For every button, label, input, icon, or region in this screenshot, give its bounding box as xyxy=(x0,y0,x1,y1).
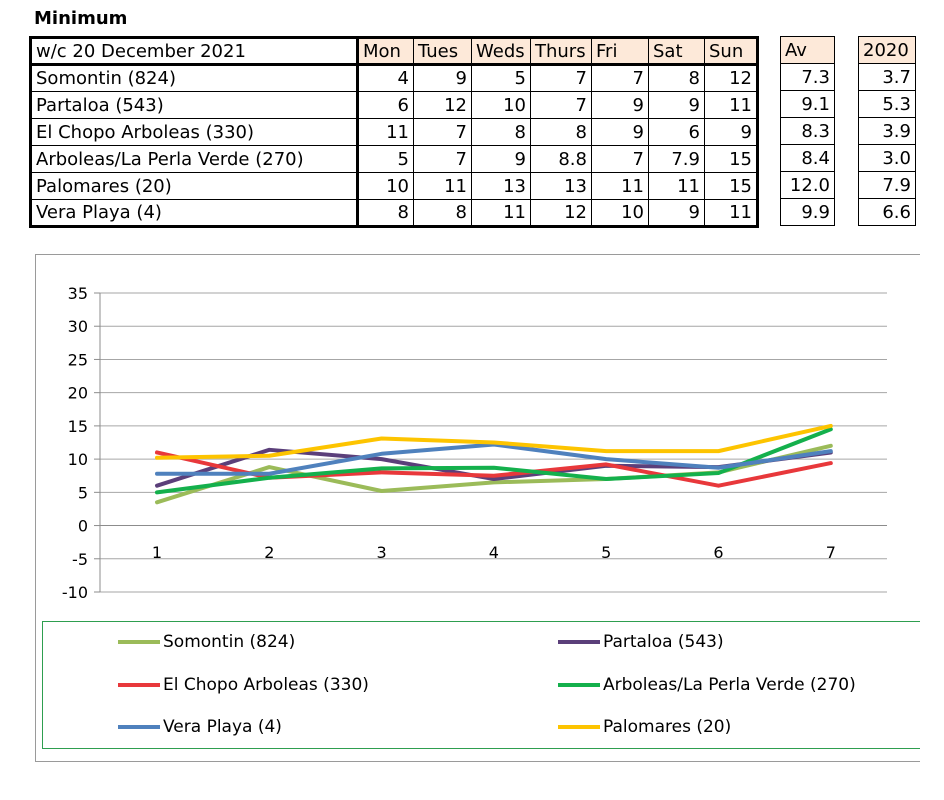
chart-legend xyxy=(42,621,920,749)
x-tick-label: 1 xyxy=(151,543,163,562)
cell-value: 7 xyxy=(414,119,472,146)
average-value: 7.3 xyxy=(781,64,835,91)
legend-item xyxy=(118,717,282,737)
average-value: 9.1 xyxy=(781,91,835,118)
cell-value: 13 xyxy=(531,173,592,200)
average-header: Av xyxy=(781,37,835,64)
legend-swatch xyxy=(558,640,600,644)
cell-value: 10 xyxy=(592,200,649,227)
x-tick-label: 2 xyxy=(264,543,275,562)
day-header-sat: Sat xyxy=(649,38,705,65)
row-name: Arboleas/La Perla Verde (270) xyxy=(31,146,358,173)
cell-value: 11 xyxy=(705,200,758,227)
y-tick-label: -5 xyxy=(72,549,88,569)
y-tick-label: 25 xyxy=(67,350,88,370)
cell-value: 7 xyxy=(592,146,649,173)
legend-label: Arboleas/La Perla Verde (270) xyxy=(603,675,856,695)
year-2020-value: 6.6 xyxy=(859,199,916,226)
year-2020-value: 7.9 xyxy=(859,172,916,199)
year-2020-value: 3.9 xyxy=(859,118,916,145)
cell-value: 7 xyxy=(531,92,592,119)
legend-item xyxy=(558,675,856,695)
cell-value: 10 xyxy=(472,92,531,119)
legend-label: Partaloa (543) xyxy=(603,632,724,652)
cell-value: 9 xyxy=(705,119,758,146)
day-header-tues: Tues xyxy=(414,38,472,65)
row-name: Palomares (20) xyxy=(31,173,358,200)
y-tick-label: 5 xyxy=(77,483,88,503)
y-tick-label: -10 xyxy=(61,583,88,602)
y-tick-label: 35 xyxy=(67,284,88,303)
day-header-mon: Mon xyxy=(358,38,414,65)
legend-swatch xyxy=(558,725,600,729)
cell-value: 11 xyxy=(592,173,649,200)
year-2020-value: 3.7 xyxy=(859,64,916,91)
cell-value: 8 xyxy=(358,200,414,227)
year-2020-value: 3.0 xyxy=(859,145,916,172)
cell-value: 11 xyxy=(649,173,705,200)
cell-value: 8 xyxy=(531,119,592,146)
legend-item xyxy=(558,632,724,652)
average-value: 9.9 xyxy=(781,199,835,226)
x-tick-label: 7 xyxy=(825,543,836,562)
cell-value: 15 xyxy=(705,173,758,200)
legend-label: Palomares (20) xyxy=(603,717,732,737)
row-name: Vera Playa (4) xyxy=(31,200,358,227)
average-value: 12.0 xyxy=(781,172,835,199)
legend-label: Somontin (824) xyxy=(163,632,296,652)
cell-value: 6 xyxy=(358,92,414,119)
cell-value: 9 xyxy=(592,119,649,146)
legend-swatch xyxy=(558,683,600,687)
cell-value: 6 xyxy=(649,119,705,146)
legend-label: Vera Playa (4) xyxy=(163,717,282,737)
y-tick-label: 20 xyxy=(67,383,88,403)
y-tick-label: 10 xyxy=(67,450,88,470)
cell-value: 8.8 xyxy=(531,146,592,173)
average-value: 8.4 xyxy=(781,145,835,172)
legend-item xyxy=(558,717,731,737)
legend-item xyxy=(118,632,295,652)
legend-label: El Chopo Arboleas (330) xyxy=(163,675,369,695)
day-header-sun: Sun xyxy=(705,38,758,65)
x-tick-label: 4 xyxy=(488,543,499,562)
cell-value: 13 xyxy=(472,173,531,200)
legend-swatch xyxy=(118,725,160,729)
cell-value: 11 xyxy=(358,119,414,146)
cell-value: 9 xyxy=(592,92,649,119)
table-corner-label: w/c 20 December 2021 xyxy=(31,38,358,65)
row-name: Partaloa (543) xyxy=(31,92,358,119)
legend-item xyxy=(118,675,369,695)
day-header-thurs: Thurs xyxy=(531,38,592,65)
page-title: Minimum xyxy=(34,8,128,29)
cell-value: 7 xyxy=(592,65,649,92)
day-header-weds: Weds xyxy=(472,38,531,65)
cell-value: 12 xyxy=(414,92,472,119)
y-tick-label: 15 xyxy=(67,416,88,436)
cell-value: 7 xyxy=(414,146,472,173)
cell-value: 10 xyxy=(358,173,414,200)
cell-value: 9 xyxy=(649,200,705,227)
x-tick-label: 6 xyxy=(713,543,724,562)
cell-value: 5 xyxy=(472,65,531,92)
cell-value: 11 xyxy=(705,92,758,119)
x-tick-label: 3 xyxy=(376,543,387,562)
cell-value: 5 xyxy=(358,146,414,173)
cell-value: 9 xyxy=(649,92,705,119)
legend-swatch xyxy=(118,640,160,644)
year-2020-header: 2020 xyxy=(859,37,916,64)
cell-value: 8 xyxy=(649,65,705,92)
cell-value: 9 xyxy=(414,65,472,92)
legend-swatch xyxy=(118,683,160,687)
cell-value: 4 xyxy=(358,65,414,92)
y-tick-label: 0 xyxy=(77,516,88,536)
cell-value: 9 xyxy=(472,146,531,173)
row-name: Somontin (824) xyxy=(31,65,358,92)
cell-value: 12 xyxy=(705,65,758,92)
cell-value: 7 xyxy=(531,65,592,92)
cell-value: 12 xyxy=(531,200,592,227)
cell-value: 11 xyxy=(472,200,531,227)
cell-value: 11 xyxy=(414,173,472,200)
year-2020-value: 5.3 xyxy=(859,91,916,118)
row-name: El Chopo Arboleas (330) xyxy=(31,119,358,146)
cell-value: 15 xyxy=(705,146,758,173)
day-header-fri: Fri xyxy=(592,38,649,65)
x-tick-label: 5 xyxy=(601,543,612,562)
y-tick-label: 30 xyxy=(67,317,88,337)
cell-value: 7.9 xyxy=(649,146,705,173)
cell-value: 8 xyxy=(472,119,531,146)
cell-value: 8 xyxy=(414,200,472,227)
average-value: 8.3 xyxy=(781,118,835,145)
